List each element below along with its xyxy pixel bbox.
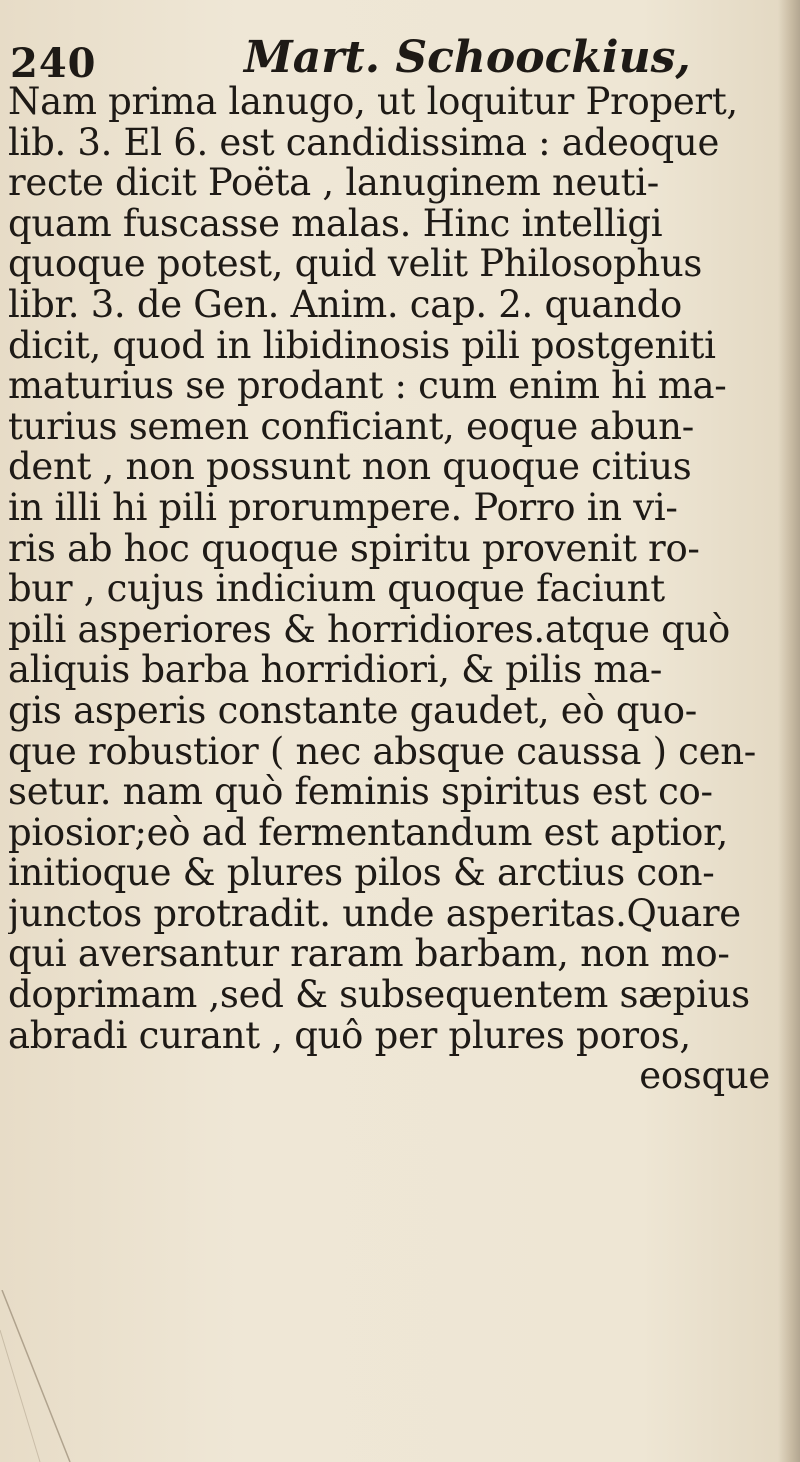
text-line: setur. nam quò feminis spiritus est co- (8, 772, 713, 813)
catchword: eosque (639, 1056, 770, 1097)
text-line: maturius se prodant : cum enim hi ma- (8, 366, 727, 407)
text-line: junctos protradit. unde asperitas.Quare (8, 893, 741, 935)
page-number: 240 (10, 40, 97, 87)
text-line: abradi curant , quô per plures poros, (8, 1015, 691, 1057)
text-line: lib. 3. El 6. est candidissima : adeoque (8, 122, 720, 164)
text-line: in illi hi pili prorumpere. Porro in vi- (8, 487, 678, 529)
text-line: initioque & plures pilos & arctius con- (8, 853, 715, 894)
text-line: aliquis barba horridiori, & pilis ma- (8, 650, 663, 691)
body-text (8, 82, 788, 1097)
text-line: doprimam ,sed & subsequentem sæpius (8, 975, 750, 1016)
text-line: gis asperis constante gaudet, eò quo- (8, 690, 697, 732)
text-line: turius semen conficiant, eoque abun- (8, 406, 694, 448)
text-line: dent , non possunt non quoque citius (8, 447, 692, 488)
text-line: quam fuscasse malas. Hinc intelligi (8, 203, 663, 245)
text-line: ris ab hoc quoque spiritu provenit ro- (8, 528, 700, 570)
text-line: quoque potest, quid velit Philosophus (8, 244, 703, 285)
running-head: Mart. Schoockius, (244, 32, 691, 83)
text-line: Nam prima lanugo, ut loquitur Propert, (8, 82, 738, 123)
text-line: piosior;eò ad fermentandum est aptior, (8, 812, 728, 854)
text-line: dicit, quod in libidinosis pili postgeniti (8, 325, 716, 367)
page-header (10, 30, 770, 86)
paper-crease-mark (0, 1290, 120, 1462)
text-line: que robustior ( nec absque caussa ) cen- (8, 731, 756, 773)
text-line: bur , cujus indicium quoque faciunt (8, 569, 665, 610)
text-line: qui aversantur raram barbam, non mo- (8, 934, 730, 976)
text-line: libr. 3. de Gen. Anim. cap. 2. quando (8, 284, 683, 326)
text-line: pili asperiores & horridiores.atque quò (8, 609, 731, 651)
text-line: recte dicit Poëta , lanuginem neuti- (8, 163, 659, 204)
